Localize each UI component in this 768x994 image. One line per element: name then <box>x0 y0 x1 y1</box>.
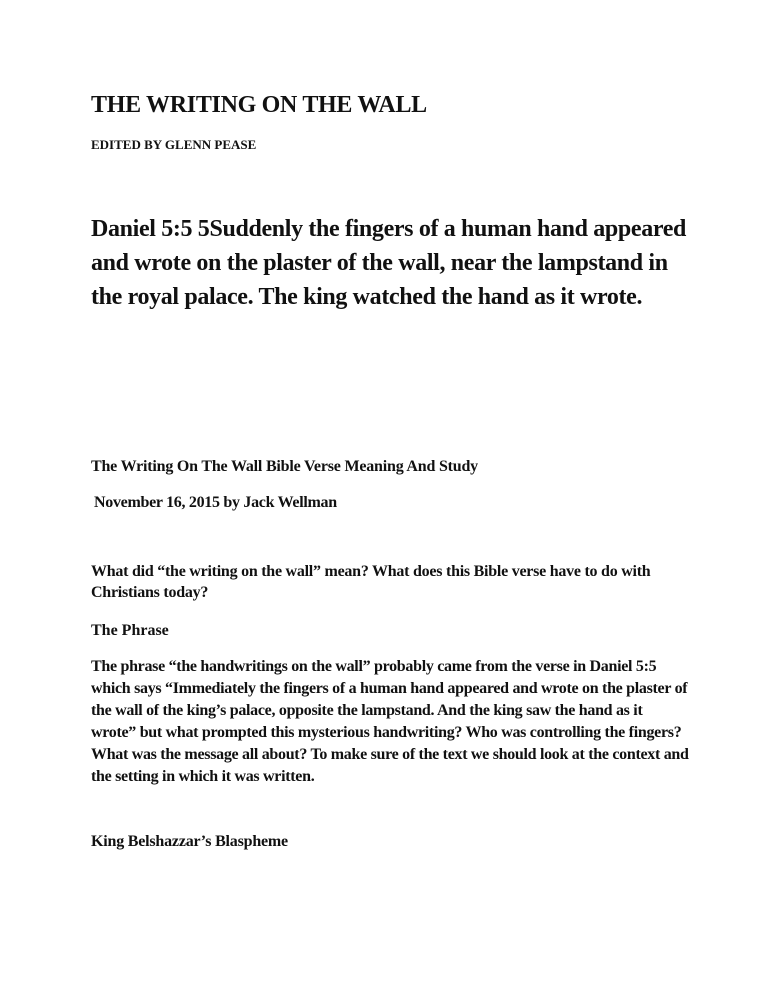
bible-verse: Daniel 5:5 5Suddenly the fingers of a human hand appeared and wrote on the plaster of the wall, near the lampstand in the royal palace. The king watched the hand as it wrote. <box>91 216 687 310</box>
phrase-paragraph: The phrase “the handwritings on the wall” probably came from the verse in Daniel 5:5 which says “Immediately the fingers of a human hand appeared and wrote on the plaster of the wall of the king’s palace, opposite the lampstand. And the king saw the hand as it wrote” but what prompted this mysterious handwriting? Who was controlling the fingers? What was the message all about? To make sure of the text we should look at the context and the setting in which it was written. <box>91 658 689 785</box>
document-title: THE WRITING ON THE WALL <box>91 92 427 118</box>
article-title: The Writing On The Wall Bible Verse Meaning And Study <box>91 458 478 475</box>
article-byline: November 16, 2015 by Jack Wellman <box>94 494 337 511</box>
section-heading-phrase: The Phrase <box>91 622 169 639</box>
intro-question: What did “the writing on the wall” mean? What does this Bible verse have to do with Christians today? <box>91 563 651 601</box>
document-subtitle: EDITED BY GLENN PEASE <box>91 137 257 152</box>
section-heading-blaspheme: King Belshazzar’s Blaspheme <box>91 833 288 850</box>
